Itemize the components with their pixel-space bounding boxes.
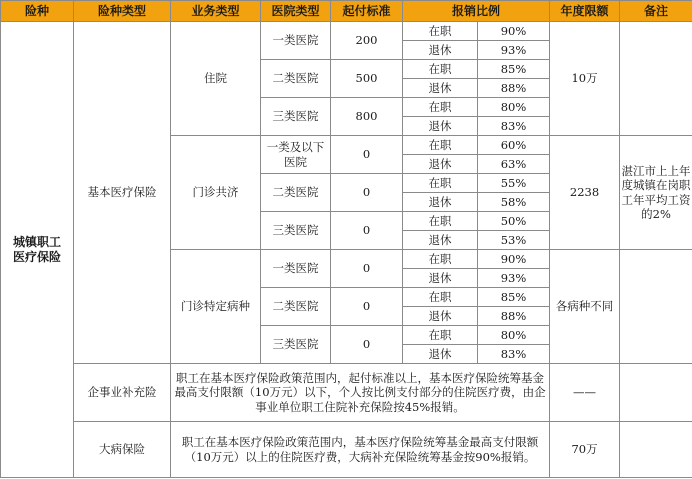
supplement-type-cell: 企事业补充险 [74, 364, 171, 422]
header-hospital-type: 医院类型 [261, 1, 331, 22]
inpatient-business-cell: 住院 [171, 22, 261, 136]
ratio-cell: 55% [478, 174, 550, 193]
ratio-cell: 50% [478, 212, 550, 231]
ratio-cell: 90% [478, 250, 550, 269]
hospital-type-cell: 一类医院 [261, 22, 331, 60]
hospital-type-cell: 二类医院 [261, 174, 331, 212]
serious-note-cell [620, 422, 692, 478]
supplement-note-cell [620, 364, 692, 422]
status-cell: 在职 [403, 174, 478, 193]
ratio-cell: 53% [478, 231, 550, 250]
deductible-cell: 0 [331, 174, 403, 212]
basic-type-cell: 基本医疗保险 [74, 22, 171, 364]
hospital-type-cell: 三类医院 [261, 212, 331, 250]
hospital-type-cell: 一类医院 [261, 250, 331, 288]
status-cell: 退休 [403, 193, 478, 212]
deductible-cell: 0 [331, 212, 403, 250]
deductible-cell: 0 [331, 250, 403, 288]
ratio-cell: 83% [478, 117, 550, 136]
ratio-cell: 90% [478, 22, 550, 41]
hospital-type-cell: 二类医院 [261, 60, 331, 98]
header-category: 险种 [1, 1, 74, 22]
status-cell: 退休 [403, 155, 478, 174]
header-row [1, 1, 692, 22]
table-row [1, 22, 692, 41]
header-deductible: 起付标准 [331, 1, 403, 22]
ratio-cell: 60% [478, 136, 550, 155]
deductible-cell: 0 [331, 136, 403, 174]
category-cell [1, 22, 74, 478]
outpatient-business-cell: 门诊共济 [171, 136, 261, 250]
supplement-limit-cell: —— [550, 364, 620, 422]
hospital-type-cell: 三类医院 [261, 98, 331, 136]
serious-type-cell: 大病保险 [74, 422, 171, 478]
status-cell: 在职 [403, 22, 478, 41]
inpatient-note-cell [620, 22, 692, 136]
status-cell: 退休 [403, 307, 478, 326]
ratio-cell: 88% [478, 79, 550, 98]
header-business-type: 业务类型 [171, 1, 261, 22]
header-reimbursement-ratio: 报销比例 [403, 1, 550, 22]
ratio-cell: 58% [478, 193, 550, 212]
status-cell: 在职 [403, 326, 478, 345]
hospital-type-label: 一类及以下医院 [266, 140, 325, 169]
special-business-cell: 门诊特定病种 [171, 250, 261, 364]
outpatient-limit-cell: 2238 [550, 136, 620, 250]
hospital-type-cell: 二类医院 [261, 288, 331, 326]
ratio-cell: 80% [478, 98, 550, 117]
deductible-cell: 0 [331, 288, 403, 326]
status-cell: 退休 [403, 231, 478, 250]
hospital-type-cell [261, 136, 331, 174]
special-limit-cell: 各病种不同 [550, 250, 620, 364]
status-cell: 在职 [403, 212, 478, 231]
ratio-cell: 93% [478, 41, 550, 60]
status-cell: 退休 [403, 345, 478, 364]
status-cell: 在职 [403, 136, 478, 155]
ratio-cell: 63% [478, 155, 550, 174]
hospital-type-cell: 三类医院 [261, 326, 331, 364]
status-cell: 退休 [403, 79, 478, 98]
outpatient-note-cell: 湛江市上上年度城镇在岗职工年平均工资的2% [620, 136, 692, 250]
status-cell: 在职 [403, 250, 478, 269]
special-note-cell [620, 250, 692, 364]
ratio-cell: 88% [478, 307, 550, 326]
deductible-cell: 0 [331, 326, 403, 364]
table-row [1, 422, 692, 478]
category-label: 城镇职工医疗保险 [12, 234, 61, 264]
ratio-cell: 93% [478, 269, 550, 288]
ratio-cell: 80% [478, 326, 550, 345]
status-cell: 在职 [403, 288, 478, 307]
serious-desc-cell: 职工在基本医疗保险政策范围内，基本医疗保险统筹基金最高支付限额（10万元）以上的住院医疗费，大病补充保险统筹基金按90%报销。 [171, 422, 550, 478]
ratio-cell: 85% [478, 60, 550, 79]
status-cell: 在职 [403, 60, 478, 79]
table-row [1, 364, 692, 422]
status-cell: 在职 [403, 98, 478, 117]
status-cell: 退休 [403, 41, 478, 60]
status-cell: 退休 [403, 117, 478, 136]
header-insurance-type: 险种类型 [74, 1, 171, 22]
header-annual-limit: 年度限额 [550, 1, 620, 22]
supplement-desc-cell: 职工在基本医疗保险政策范围内，起付标准以上，基本医疗保险统筹基金最高支付限额（10万元）以下，个人按比例支付部分的住院医疗费，由企事业单位职工住院补充保险按45%报销。 [171, 364, 550, 422]
header-note: 备注 [620, 1, 692, 22]
status-cell: 退休 [403, 269, 478, 288]
serious-limit-cell: 70万 [550, 422, 620, 478]
deductible-cell: 500 [331, 60, 403, 98]
deductible-cell: 200 [331, 22, 403, 60]
ratio-cell: 85% [478, 288, 550, 307]
ratio-cell: 83% [478, 345, 550, 364]
deductible-cell: 800 [331, 98, 403, 136]
inpatient-limit-cell: 10万 [550, 22, 620, 136]
